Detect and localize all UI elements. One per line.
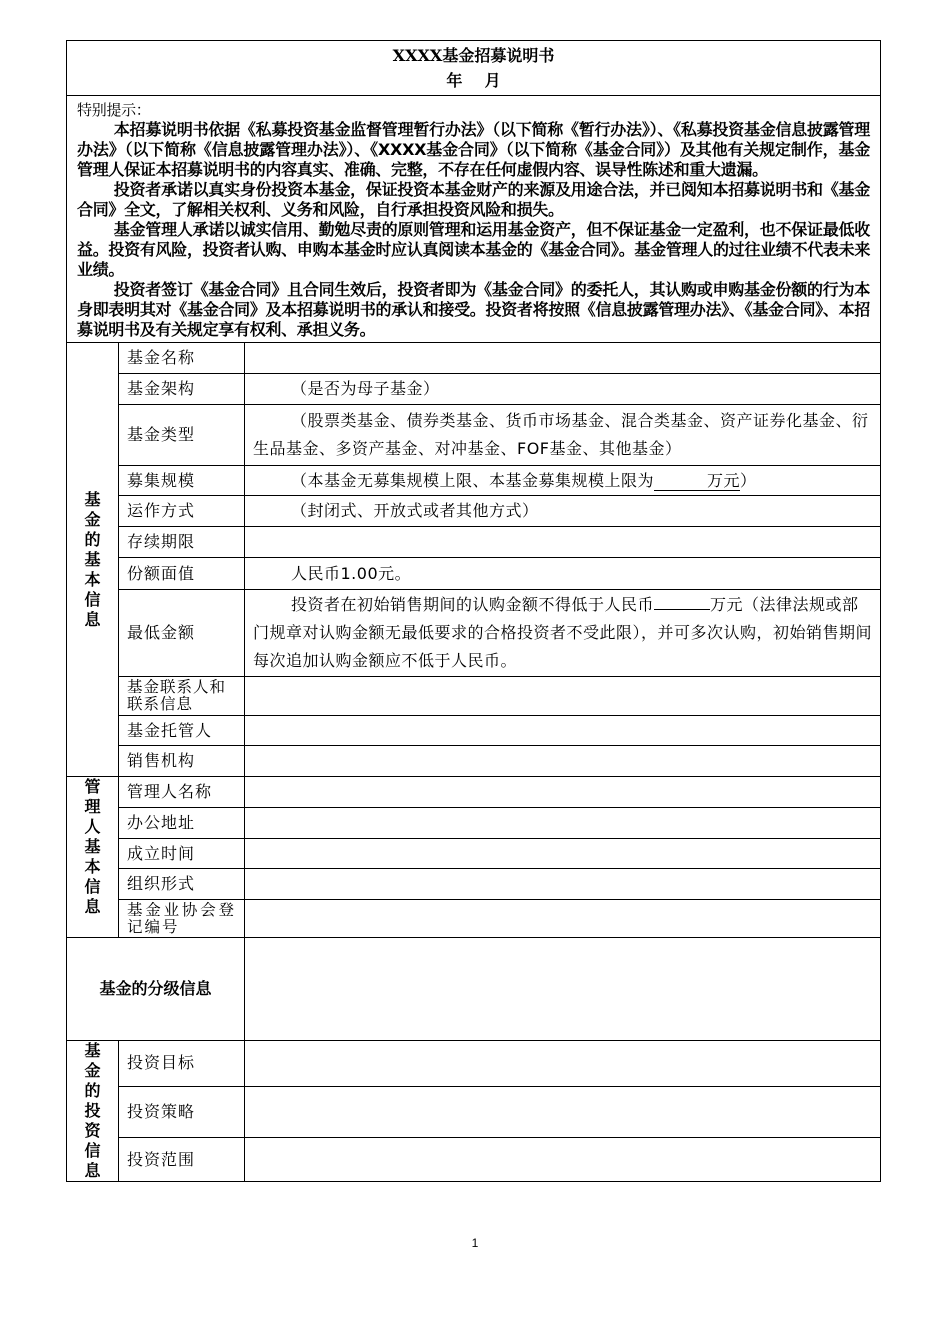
minimum-amount-suffix: 万元（法律法规或部门规章对认购金额无最低要求的合格投资者不受此限），并可多次认购，初始销售期间每次追加认购金额应不低于人民币。 — [253, 595, 873, 670]
raise-scale-blank[interactable] — [654, 472, 740, 491]
custodian-value[interactable] — [245, 716, 881, 746]
fund-structure-text: （是否为母子基金） — [291, 379, 440, 398]
grading-info-value[interactable] — [245, 938, 881, 1041]
prospectus-table — [66, 40, 881, 1182]
page-number: 1 — [471, 1236, 479, 1250]
operation-mode-label: 运作方式 — [119, 496, 245, 527]
sales-agency-label: 销售机构 — [119, 746, 245, 777]
notice-paragraph: 投资者承诺以真实身份投资本基金，保证投资本基金财产的来源及用途合法，并已阅知本招募说明书和《基金合同》全文，了解相关权利、义务和风险，自行承担投资风险和损失。 — [77, 179, 871, 219]
par-value-value[interactable] — [245, 558, 881, 590]
raise-scale-unit: 万元 — [707, 470, 741, 490]
duration-value[interactable] — [245, 527, 881, 558]
par-value-label: 份额面值 — [119, 558, 245, 590]
par-value-text: 人民币1.00元。 — [291, 563, 412, 583]
organization-form-label: 组织形式 — [119, 869, 245, 900]
notice-heading: 特别提示： — [77, 100, 151, 119]
fund-type-value[interactable] — [245, 405, 881, 466]
section-label-text: 基金的基本信息 — [84, 489, 101, 629]
investment-strategy-value[interactable] — [245, 1086, 881, 1138]
minimum-amount-prefix: 投资者在初始销售期间的认购金额不得低于人民币 — [291, 595, 655, 614]
fund-name-value[interactable] — [245, 343, 881, 374]
organization-form-value[interactable] — [245, 869, 881, 900]
grading-info-label: 基金的分级信息 — [67, 938, 245, 1041]
section-label-text: 管理人基本信息 — [84, 777, 101, 916]
investment-scope-label: 投资范围 — [119, 1138, 245, 1182]
raise-scale-suffix: ） — [740, 470, 757, 490]
raise-scale-prefix: （本基金无募集规模上限、本基金募集规模上限为 — [291, 470, 655, 490]
section-label-text: 基金的投资信息 — [84, 1041, 101, 1180]
document-title: XXXX基金招募说明书 — [392, 46, 555, 65]
fund-type-label: 基金类型 — [119, 405, 245, 466]
operation-mode-text: （封闭式、开放式或者其他方式） — [291, 501, 539, 520]
fund-structure-value[interactable] — [245, 374, 881, 405]
investment-scope-value[interactable] — [245, 1138, 881, 1182]
office-address-label: 办公地址 — [119, 808, 245, 839]
amac-registration-value[interactable] — [245, 900, 881, 938]
established-date-label: 成立时间 — [119, 839, 245, 869]
fund-name-label: 基金名称 — [119, 343, 245, 374]
raise-scale-label: 募集规模 — [119, 466, 245, 496]
special-notice — [67, 96, 881, 343]
contact-label: 基金联系人和联系信息 — [119, 677, 245, 716]
minimum-amount-label: 最低金额 — [119, 590, 245, 677]
investment-objective-value[interactable] — [245, 1041, 881, 1087]
fund-structure-label: 基金架构 — [119, 374, 245, 405]
fund-type-text: （股票类基金、债券类基金、货币市场基金、混合类基金、资产证券化基金、衍生品基金、多资产基金、对冲基金、FOF基金、其他基金） — [253, 411, 869, 458]
raise-scale-value[interactable] — [245, 466, 881, 496]
amac-registration-label: 基金业协会登记编号 — [119, 900, 245, 938]
basic-info-section-label — [67, 343, 119, 777]
manager-name-label: 管理人名称 — [119, 777, 245, 808]
minimum-amount-value[interactable] — [245, 590, 881, 677]
investment-objective-label: 投资目标 — [119, 1041, 245, 1087]
contact-value[interactable] — [245, 677, 881, 716]
date-line: 年 月 — [446, 71, 501, 90]
sales-agency-value[interactable] — [245, 746, 881, 777]
custodian-label: 基金托管人 — [119, 716, 245, 746]
minimum-amount-blank[interactable] — [654, 609, 710, 610]
operation-mode-value[interactable] — [245, 496, 881, 527]
duration-label: 存续期限 — [119, 527, 245, 558]
office-address-value[interactable] — [245, 808, 881, 839]
manager-info-section-label — [67, 777, 119, 938]
notice-paragraph: 投资者签订《基金合同》且合同生效后，投资者即为《基金合同》的委托人，其认购或申购基金份额的行为本身即表明其对《基金合同》及本招募说明书的承认和接受。投资者将按照《信息披露管理办法》、《基金合同》、本招募说明书及有关规定享有权利、承担义务。 — [77, 279, 871, 339]
title-block — [67, 41, 881, 96]
notice-paragraph: 基金管理人承诺以诚实信用、勤勉尽责的原则管理和运用基金资产，但不保证基金一定盈利，也不保证最低收益。投资有风险，投资者认购、申购本基金时应认真阅读本基金的《基金合同》。基金管理人的过往业绩不代表未来业绩。 — [77, 219, 871, 279]
notice-paragraph: 本招募说明书依据《私募投资基金监督管理暂行办法》（以下简称《暂行办法》）、《私募投资基金信息披露管理办法》（以下简称《信息披露管理办法》）、《XXXX基金合同》（以下简称《基金合同》）及其他有关规定制作，基金管理人保证本招募说明书的内容真实、准确、完整，不存在任何虚假内容、误导性陈述和重大遗漏。 — [77, 119, 871, 179]
manager-name-value[interactable] — [245, 777, 881, 808]
investment-info-section-label — [67, 1041, 119, 1182]
investment-strategy-label: 投资策略 — [119, 1086, 245, 1138]
established-date-value[interactable] — [245, 839, 881, 869]
